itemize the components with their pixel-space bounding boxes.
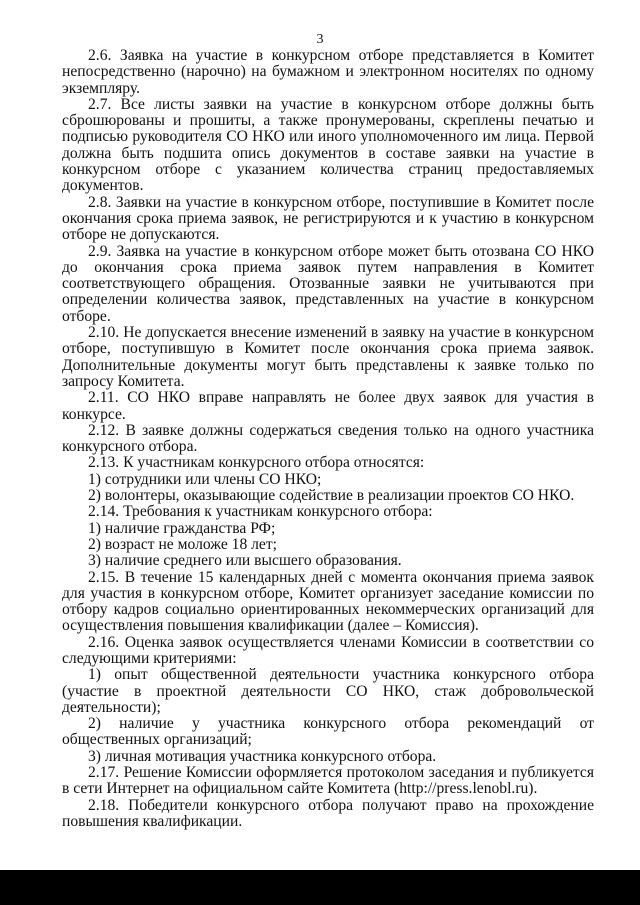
paragraph-2-10: 2.10. Не допускается внесение изменений в заявку на участие в конкурсном отборе, поступившую в Комитет после окончания срока приема заявок. Дополнительные документы могут быть представлены к заявке только по запросу Комитета. [62,324,594,390]
list-item: 2) волонтеры, оказывающие содействие в реализации проектов СО НКО. [88,487,575,505]
list-item: 1) опыт общественной деятельности участника конкурсного отбора (участие в проектной деятельности СО НКО, стаж добровольческой деятельности); [62,666,594,716]
list-item: 3) личная мотивация участника конкурсного отбора. [88,747,437,765]
paragraph-2-15: 2.15. В течение 15 календарных дней с момента окончания приема заявок для участия в конкурсном отборе, Комитет организует заседание комиссии по отбору кадров социально ориентированных некоммерческих организаций для осуществления повышения квалификации (далее – Комиссия). [62,568,594,635]
scan-border [0,870,640,905]
paragraph-2-14: 2.14. Требования к участникам конкурсного отбора: [88,503,433,521]
list-item: 1) наличие гражданства РФ; [88,519,276,537]
paragraph-2-17: 2.17. Решение Комиссии оформляется протоколом заседания и публикуется в сети Интернет на официальном сайте Комитета (http://press.lenobl.ru). [62,764,594,798]
paragraph-2-12: 2.12. В заявке должны содержаться сведения только на одного участника конкурсного отбора. [62,421,594,456]
paragraph-2-16: 2.16. Оценка заявок осуществляется членами Комиссии в соответствии со следующими критериями: [62,633,594,667]
list-item: 3) наличие среднего или высшего образования. [88,552,402,570]
paragraph-2-11: 2.11. СО НКО вправе направлять не более двух заявок для участия в конкурсе. [62,389,594,423]
paragraph-2-8: 2.8. Заявки на участие в конкурсном отборе, поступившие в Комитет после окончания срока приема заявок, не регистрируются и к участию в конкурсном отборе не допускаются. [62,193,594,244]
paragraph-2-13: 2.13. К участникам конкурсного отбора относятся: [88,454,425,472]
paragraph-2-7: 2.7. Все листы заявки на участие в конкурсном отборе должны быть сброшюрованы и прошиты, а также пронумерованы, скреплены печатью и подписью руководителя СО НКО или иного уполномоченного им лица. Первой должна быть подшита опись документов в составе заявки на участие в конкурсном отборе с указанием количества страниц предоставляемых документов. [62,95,594,195]
paragraph-2-9: 2.9. Заявка на участие в конкурсном отборе может быть отозвана СО НКО до окончания срока приема заявок путем направления в Комитет соответствующего обращения. Отозванные заявки не учитываются при определении количества заявок, представленных на участие в конкурсном отборе. [62,242,594,325]
list-item: 2) наличие у участника конкурсного отбора рекомендаций от общественных организаций; [62,715,594,749]
document-body [62,48,594,830]
list-item: 2) возраст не моложе 18 лет; [88,535,277,553]
list-item: 1) сотрудники или члены СО НКО; [88,470,322,488]
paragraph-2-6: 2.6. Заявка на участие в конкурсном отборе представляется в Комитет непосредственно (нарочно) на бумажном и электронном носителях по одному экземпляру. [62,47,594,97]
page-number: 3 [316,32,324,47]
paragraph-2-18: 2.18. Победители конкурсного отбора получают право на прохождение повышения квалификации. [62,796,594,830]
